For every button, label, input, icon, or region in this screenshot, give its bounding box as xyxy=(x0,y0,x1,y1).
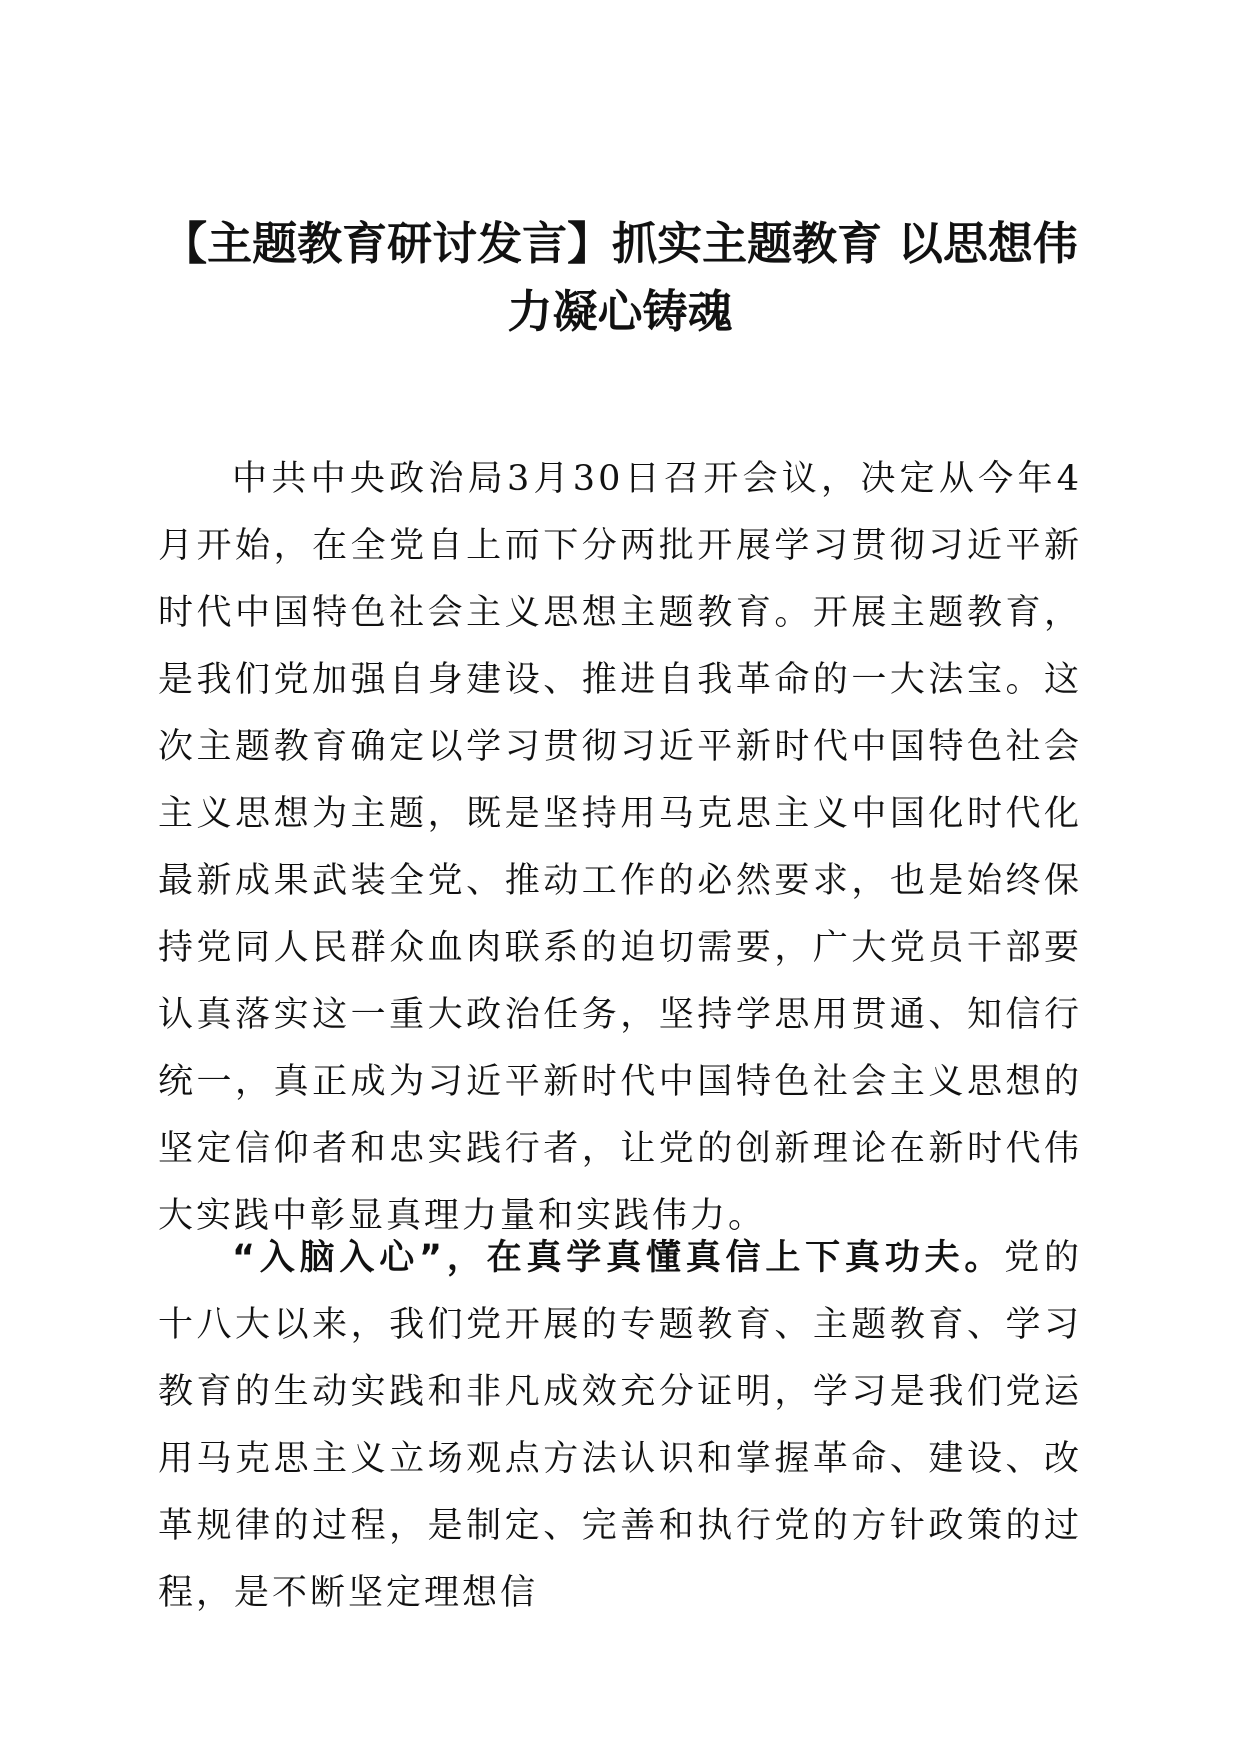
document-title: 【主题教育研讨发言】抓实主题教育 以思想伟力凝心铸魂 xyxy=(162,217,1078,338)
paragraph-intro: 中共中央政治局3月30日召开会议，决定从今年4月开始，在全党自上而下分两批开展学习贯彻习近平新时代中国特色社会主义思想主题教育。开展主题教育，是我们党加强自身建设、推进自我革命的一大法宝。这次主题教育确定以学习贯彻习近平新时代中国特色社会主义思想为主题，既是坚持用马克思主义中国化时代化最新成果武装全党、推动工作的必然要求，也是始终保持党同人民群众血肉联系的迫切需要，广大党员干部要认真落实这一重大政治任务，坚持学思用贯通、知信行统一，真正成为习近平新时代中国特色社会主义思想的坚定信仰者和忠实践行者，让党的创新理论在新时代伟大实践中彰显真理力量和实践伟力。 xyxy=(158,459,1082,1236)
section-heading-inline: “入脑入心”，在真学真懂真信上下真功夫。 xyxy=(232,1238,1005,1278)
paragraph-section-one xyxy=(158,1225,1082,1627)
section-body-text: 党的十八大以来，我们党开展的专题教育、主题教育、学习教育的生动实践和非凡成效充分证明，学习是我们党运用马克思主义立场观点方法认识和掌握革命、建设、改革规律的过程，是制定、完善和执行党的方针政策的过程，是不断坚定理想信 xyxy=(158,1238,1082,1613)
